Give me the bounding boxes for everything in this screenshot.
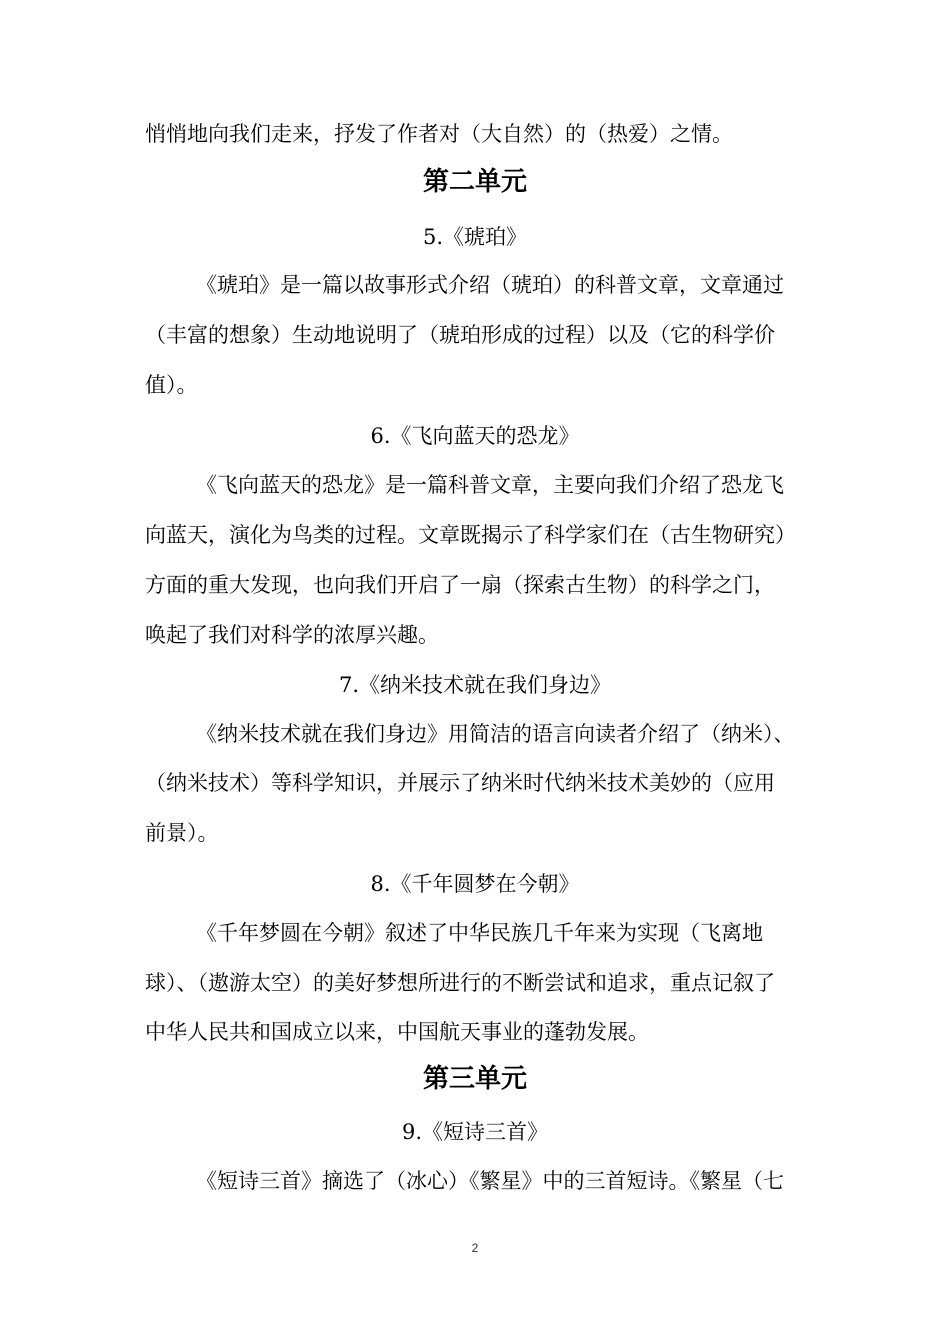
lesson-title-9: 9.《短诗三首》 — [401, 1120, 549, 1144]
paragraph-line: 球）、（遨游太空）的美好梦想所进行的不断尝试和追求，重点记叙了 — [145, 971, 775, 995]
paragraph-line: （丰富的想象）生动地说明了（琥珀形成的过程）以及（它的科学价 — [145, 323, 775, 347]
section-heading-unit-2: 第二单元 — [422, 167, 527, 197]
lesson-title-5: 5.《琥珀》 — [422, 225, 528, 249]
page-number: 2 — [471, 1241, 479, 1255]
paragraph-line: 《短诗三首》摘选了（冰心）《繁星》中的三首短诗。《繁星（七 — [196, 1169, 784, 1193]
paragraph-line: 《纳米技术就在我们身边》用简洁的语言向读者介绍了（纳米）、 — [196, 722, 795, 746]
lesson-title-8: 8.《千年圆梦在今朝》 — [370, 872, 580, 896]
lesson-title-6: 6.《飞向蓝天的恐龙》 — [370, 424, 580, 448]
paragraph-line: 中华人民共和国成立以来，中国航天事业的蓬勃发展。 — [145, 1020, 649, 1044]
paragraph-line: 悄悄地向我们走来，抒发了作者对（大自然）的（热爱）之情。 — [145, 122, 733, 146]
paragraph-line: 《飞向蓝天的恐龙》是一篇科普文章，主要向我们介绍了恐龙飞 — [196, 473, 784, 497]
paragraph-line: 《琥珀》是一篇以故事形式介绍（琥珀）的科普文章，文章通过 — [196, 273, 784, 297]
section-heading-unit-3: 第三单元 — [422, 1064, 527, 1094]
paragraph-line: 值）。 — [145, 373, 198, 397]
paragraph-line: 《千年梦圆在今朝》叙述了中华民族几千年来为实现（飞离地 — [196, 921, 763, 945]
paragraph-line: 向蓝天，演化为鸟类的过程。文章既揭示了科学家们在（古生物研究） — [145, 523, 796, 547]
paragraph-line: （纳米技术）等科学知识，并展示了纳米时代纳米技术美妙的（应用 — [145, 771, 775, 795]
lesson-title-7: 7.《纳米技术就在我们身边》 — [338, 673, 612, 697]
paragraph-line: 方面的重大发现，也向我们开启了一扇（探索古生物）的科学之门， — [145, 573, 775, 597]
paragraph-line: 前景）。 — [145, 821, 219, 845]
paragraph-line: 唤起了我们对科学的浓厚兴趣。 — [145, 623, 439, 647]
